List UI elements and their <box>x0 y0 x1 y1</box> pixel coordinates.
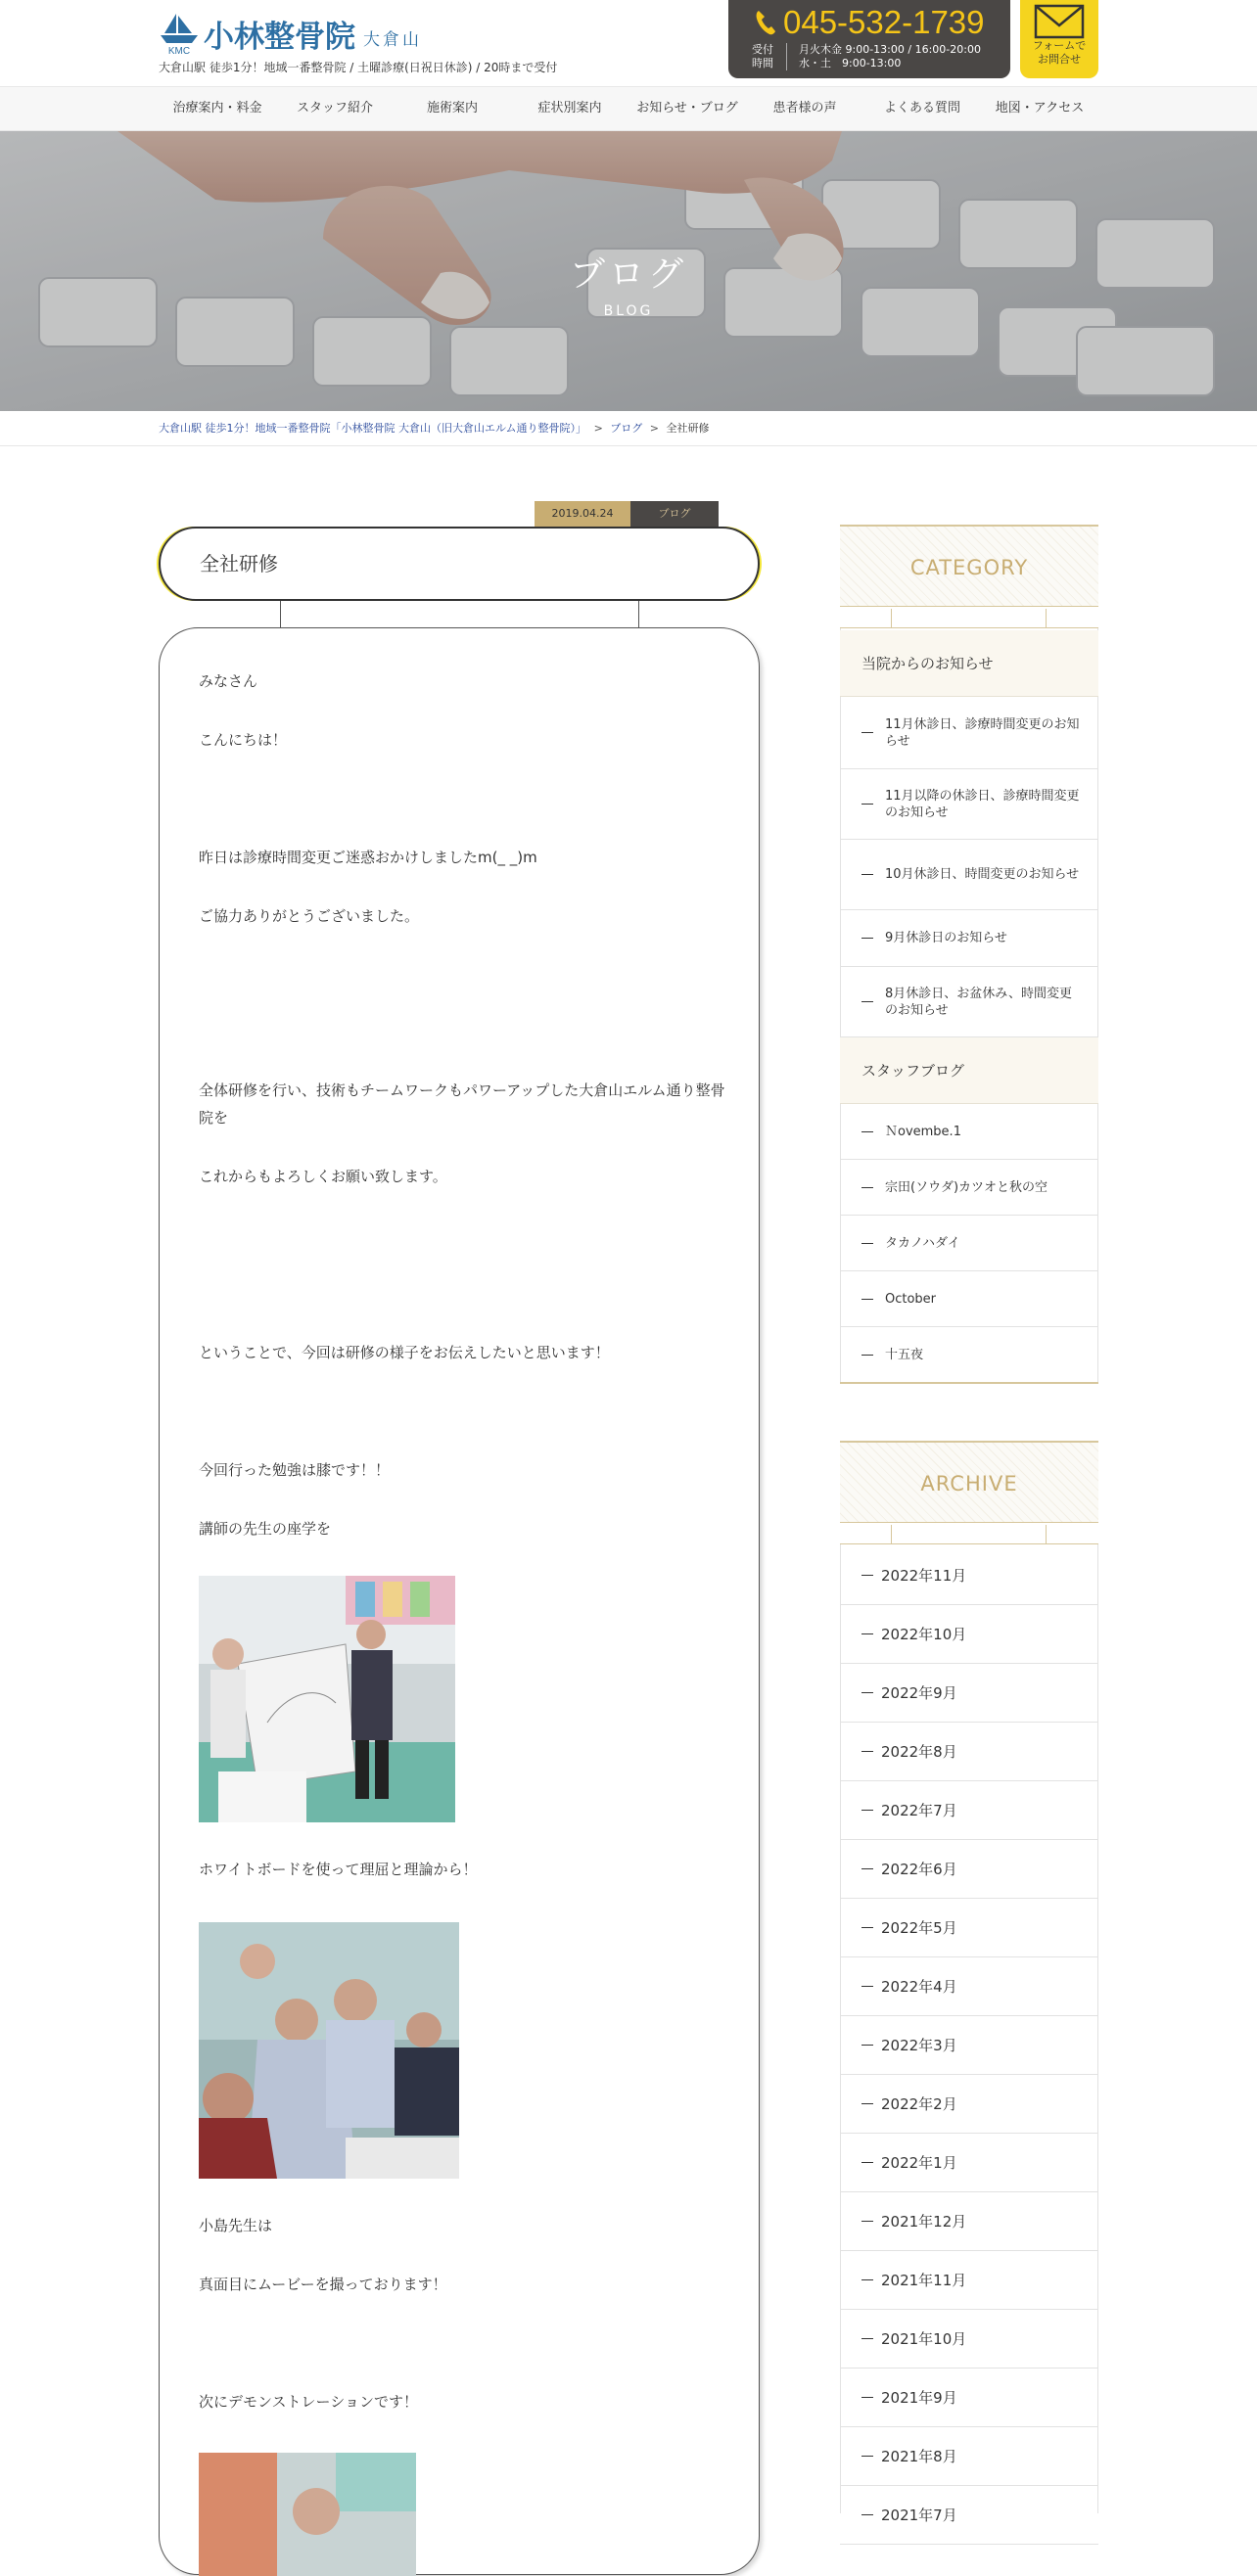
category-post-link[interactable]: 8月休診日、お盆休み、時間変更のお知らせ <box>840 967 1098 1037</box>
logo-name: 小林整骨院 <box>204 20 355 55</box>
breadcrumb-home-link[interactable]: 大倉山駅 徒歩1分！地域一番整骨院「小林整骨院 大倉山（旧大倉山エルム通り整骨院）」 <box>159 422 587 435</box>
archive-link[interactable]: 2022年4月 <box>840 1957 1098 2016</box>
archive-link[interactable]: 2022年7月 <box>840 1781 1098 1840</box>
post-paragraph: 小島先生は <box>199 2217 273 2234</box>
contact-form-label: フォームで お問合せ <box>1032 39 1087 66</box>
category-bottom-rule <box>840 1382 1098 1384</box>
nav-item-services[interactable]: 施術案内 <box>426 101 478 115</box>
mail-icon <box>1034 4 1085 39</box>
category-post-link[interactable]: 11月以降の休診日、診療時間変更のお知らせ <box>840 769 1098 840</box>
nav-item-news-blog[interactable]: お知らせ・ブログ <box>636 101 738 115</box>
nav-item-staff[interactable]: スタッフ紹介 <box>296 101 373 115</box>
contact-form-button[interactable] <box>1020 0 1098 78</box>
hours-divider <box>786 43 787 70</box>
post-paragraph: 次にデモンストレーションです！ <box>199 2393 418 2411</box>
nav-item-treatment-fees[interactable]: 治療案内・料金 <box>172 101 262 115</box>
post-title: 全社研修 <box>200 552 278 575</box>
site-logo[interactable] <box>159 12 422 55</box>
title-connector <box>638 601 639 628</box>
global-nav <box>0 86 1257 131</box>
tel-box[interactable] <box>728 0 1010 78</box>
breadcrumb <box>0 411 1257 446</box>
header-tagline: 大倉山駅 徒歩1分！地域一番整骨院 / 土曜診療(日祝日休診) / 20時まで受付 <box>159 61 558 74</box>
archive-link[interactable]: 2022年10月 <box>840 1605 1098 1664</box>
post-paragraph: 昨日は診療時間変更ご迷惑おかけしましたm(_ _)m <box>199 849 537 866</box>
archive-link[interactable]: 2022年9月 <box>840 1664 1098 1723</box>
tel-number[interactable] <box>754 4 985 41</box>
post-paragraph: 真面目にムービーを撮っております！ <box>199 2276 447 2293</box>
archive-link[interactable]: 2021年8月 <box>840 2427 1098 2486</box>
breadcrumb-separator: > <box>593 422 603 435</box>
archive-link[interactable]: 2022年3月 <box>840 2016 1098 2075</box>
ship-logo-icon <box>159 12 200 55</box>
nav-item-symptoms[interactable]: 症状別案内 <box>537 101 602 115</box>
archive-link[interactable]: 2021年9月 <box>840 2369 1098 2427</box>
archive-link[interactable]: 2021年11月 <box>840 2251 1098 2310</box>
nav-item-access[interactable]: 地図・アクセス <box>995 101 1085 115</box>
category-ruler <box>840 609 1098 628</box>
hero-banner <box>0 131 1257 411</box>
nav-item-voices[interactable]: 患者様の声 <box>772 101 837 115</box>
archive-link[interactable]: 2021年10月 <box>840 2310 1098 2369</box>
category-post-link[interactable]: タカノハダイ <box>840 1216 1098 1271</box>
category-post-link[interactable]: 11月休診日、診療時間変更のお知らせ <box>840 697 1098 769</box>
breadcrumb-current: 全社研修 <box>666 422 710 435</box>
archive-link[interactable]: 2022年5月 <box>840 1899 1098 1957</box>
category-post-link[interactable]: 十五夜 <box>840 1327 1098 1382</box>
breadcrumb-separator: > <box>649 422 659 435</box>
category-post-link[interactable]: 9月休診日のお知らせ <box>840 910 1098 967</box>
category-post-link[interactable]: October <box>840 1271 1098 1327</box>
post-paragraph: 今回行った勉強は膝です！！ <box>199 1461 391 1479</box>
post-date: 2019.04.24 <box>535 501 630 527</box>
title-connector <box>280 601 281 628</box>
post-body <box>159 627 760 2575</box>
nav-item-faq[interactable]: よくある質問 <box>883 101 960 115</box>
post-paragraph: 講師の先生の座学を <box>199 1520 332 1538</box>
archive-link[interactable]: 2022年1月 <box>840 2134 1098 2192</box>
category-heading: CATEGORY <box>840 525 1098 607</box>
post-paragraph: 全体研修を行い、技術もチームワークもパワーアップした大倉山エルム通り整骨院を <box>199 1081 725 1127</box>
post-title-box <box>159 527 760 601</box>
page-subtitle: BLOG <box>603 303 654 319</box>
page-title: ブログ <box>569 254 687 295</box>
archive-link[interactable]: 2021年12月 <box>840 2192 1098 2251</box>
post-paragraph: ということで、今回は研修の様子をお伝えしたいと思います！ <box>199 1344 610 1361</box>
demonstration-photo <box>199 2453 416 2576</box>
archive-link[interactable]: 2022年2月 <box>840 2075 1098 2134</box>
post-category-link[interactable]: ブログ <box>630 501 719 527</box>
tel-number-text: 045-532-1739 <box>783 4 985 40</box>
svg-text:KMC: KMC <box>167 46 191 57</box>
archive-link[interactable]: 2022年6月 <box>840 1840 1098 1899</box>
category-group-notice[interactable]: 当院からのお知らせ <box>840 630 1098 697</box>
breadcrumb-blog-link[interactable]: ブログ <box>610 422 643 435</box>
site-header <box>0 0 1257 86</box>
post-paragraph: ホワイトボードを使って理屈と理論から！ <box>199 1861 478 1878</box>
archive-heading: ARCHIVE <box>840 1441 1098 1523</box>
archive-link[interactable]: 2021年7月 <box>840 2486 1098 2545</box>
logo-location: 大倉山 <box>363 30 422 50</box>
post-paragraph: こんにちは！ <box>199 731 288 749</box>
post-paragraph: みなさん <box>199 672 258 690</box>
business-hours: 月火木金 9:00-13:00 / 16:00-20:00 水・土 9:00-13:00 <box>799 43 981 69</box>
category-group-staff-blog[interactable]: スタッフブログ <box>840 1037 1098 1104</box>
hours-label: 受付 時間 <box>752 43 773 69</box>
archive-link[interactable]: 2022年8月 <box>840 1723 1098 1781</box>
phone-icon <box>754 9 777 36</box>
category-post-link[interactable]: Ｎovembe.1 <box>840 1104 1098 1160</box>
post-paragraph: ご協力ありがとうございました。 <box>199 907 420 925</box>
seminar-photo <box>199 1922 459 2179</box>
archive-link[interactable]: 2022年11月 <box>840 1546 1098 1605</box>
category-post-link[interactable]: 宗田(ソウダ)カツオと秋の空 <box>840 1160 1098 1216</box>
archive-ruler <box>840 1525 1098 1544</box>
lecture-photo <box>199 1576 455 1822</box>
post-paragraph: これからもよろしくお願い致します。 <box>199 1168 447 1185</box>
category-post-link[interactable]: 10月休診日、時間変更のお知らせ <box>840 840 1098 910</box>
